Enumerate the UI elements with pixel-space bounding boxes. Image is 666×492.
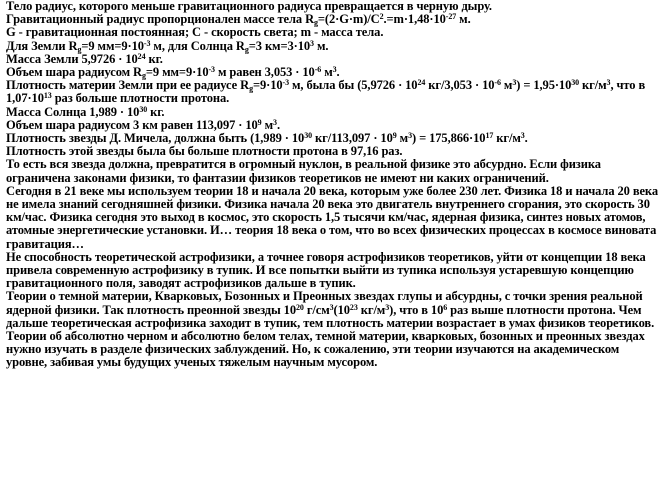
paragraph-constants-legend: G - гравитационная постоянная; C - скорость света; m - масса тела. — [6, 25, 384, 40]
paragraph-physical-misconceptions: Теории об абсолютно черном и абсолютно белом телах, темной материи, кварковых, бозонных и преонных звездах нужно изучать в разделе физических заблуждений. Но, к сожалению, эти теории изучаются на академическом уровне, забивая умы будущих ученых тяжелым научным мусором. — [6, 329, 645, 370]
paragraph-earth-sphere-volume: Объем шара радиусом $R_g=9$ $мм=9\cdot 10^{-3}$ м равен $3,053 \cdot 10^{-6}$ $м^3$. — [6, 65, 340, 81]
paragraph-black-hole-definition: Тело радиус, которого меньше гравитационного радиуса превращается в черную дыру. — [6, 0, 492, 13]
paragraph-michell-star-density: Плотность звезды Д. Мичела, должна быть ($1,989 \cdot 10^{30}$ $кг/113,097 \cdot 10^9$ $м^3) = 175,866\cdot 10^{17}$ $кг/м^3$. — [6, 131, 528, 146]
paragraph-earth-mass: Масса Земли $5,9726 \cdot 10^{24}$ кг. — [6, 51, 163, 66]
paragraph-gravitational-radius-formula: Гравитационный радиус пропорционален массе тела $R_g=(2\cdot G\cdot m)/C^2.=m\cdot 1,48\cdot 10^{-27}$ м. — [6, 12, 471, 28]
paragraph-21st-century-theories: Сегодня в 21 веке мы используем теории 18 и начала 20 века, которым уже более 230 лет. Физика 18 и начала 20 века не имела знаний сегодняшней физики. Физика начала 20 века это двигатель внутреннего сгорания, это скорость 30 км/час. Физика сегодня это выход в космос, это скорость 1,5 тысячи км/час, ядерная физика, синтез новых атомов, атомные энергетические установки. И… теория 18 века о том, что во всех физических процессах в космосе виновата гравитация… — [6, 183, 658, 251]
paragraph-sun-mass: Масса Солнца $1,989 \cdot 10^{30}$ кг. — [6, 104, 165, 119]
paragraph-dark-matter-theories: Теории о темной материи, Кварковых, Бозонных и Преонных звездах глупы и абсурдны, с точки зрения реальной ядерной физики. Так плотность преонной звезды $10^{20}$ $г/см^3(10^{23}$ $кг/м^3$), что в $10^6$ раз выше плотности протона. Чем дальше теоретическая астрофизика заходит в тупик, тем плотность материи возрастает в умах физиков теоретиков. — [6, 289, 655, 330]
paragraph-sun-sphere-volume: Объем шара радиусом 3 км равен $113,097 \cdot 10^9$ $м^3$. — [6, 117, 280, 132]
document-body — [6, 0, 662, 370]
paragraph-giant-nucleon: То есть вся звезда должна, превратится в огромный нуклон, в реальной физике это абсурдно. Если физика ограничена законами физики, то фантазии физиков теоретиков не имеют ни каких ограничений. — [6, 157, 601, 185]
paragraph-earth-sun-radius: Для Земли $R_g=9$ $мм=9\cdot 10^{-3}$ м, для Солнца $R_g=3$ $км=3\cdot 10^3$ м. — [6, 38, 329, 54]
paragraph-astrophysics-dead-end: Не способность теоретической астрофизики, а точнее говоря астрофизиков теоретиков, уйти от концепции 18 века привела современную астрофизику в тупик. И все попытки выйти из тупика используя устаревшую концепцию гравитационного поля, заводят астрофизиков дальше в тупик. — [6, 249, 646, 291]
paragraph-density-vs-proton: Плотность этой звезды была бы больше плотности протона в 97,16 раз. — [6, 144, 403, 159]
paragraph-earth-density: Плотность материи Земли при ее радиусе $R_g=9\cdot 10^{-3}$ м, была бы ($5,9726 \cdot 10^{24}$ $кг/3,053 \cdot 10^{-6}$ $м^3) = 1,95\cdot 10^{30}$ $кг/м^3$, что в $1,07\cdot 10^{13}$ раз больше плотности протона. — [6, 78, 646, 106]
